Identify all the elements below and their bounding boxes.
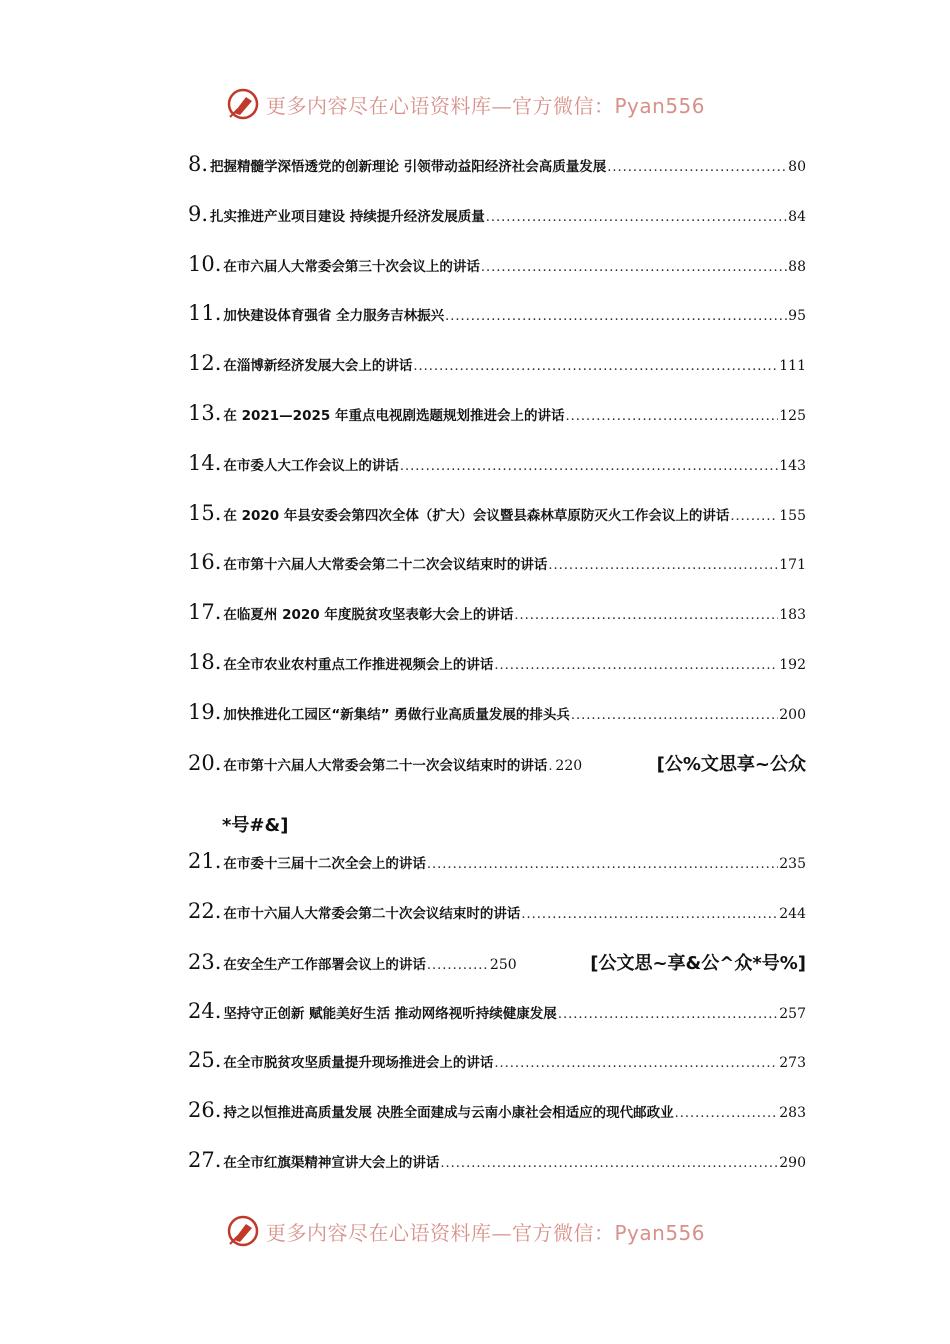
toc-entry-title: 持之以恒推进高质量发展 决胜全面建成与云南小康社会相适应的现代邮政业 (223, 1105, 674, 1122)
toc-entry[interactable] (188, 252, 806, 302)
toc-entry[interactable] (188, 750, 806, 800)
toc-entry-page: 125 (779, 407, 806, 424)
toc-entry-number: 22. (188, 898, 222, 923)
dot-leader (730, 509, 778, 524)
toc-entry-title: 在市委十三届十二次全会上的讲话 (223, 856, 426, 873)
banner-text: 更多内容尽在心语资料库—官方微信：Pyan556 (266, 1220, 706, 1245)
toc-entry-title: 在市第十六届人大常委会第二十二次会议结束时的讲话 (223, 557, 548, 574)
dot-leader (558, 1007, 778, 1022)
dot-leader (548, 759, 552, 774)
toc-entry-page: 111 (779, 358, 806, 375)
watermark-continuation: *号#&] (222, 815, 289, 837)
toc-entry-title: 扎实推进产业项目建设 持续提升经济发展质量 (210, 208, 485, 225)
toc-entry-title: 在市六届人大常委会第三十次会议上的讲话 (223, 258, 480, 275)
toc-entry[interactable] (188, 550, 806, 600)
toc-entry-page: 244 (779, 905, 806, 922)
toc-entry[interactable] (188, 700, 806, 750)
toc-entry[interactable] (188, 1098, 806, 1148)
dot-leader (675, 1106, 779, 1121)
toc-entry-title: 在临夏州 2020 年度脱贫攻坚表彰大会上的讲话 (223, 607, 514, 624)
toc-entry-title: 在市第十六届人大常委会第二十一次会议结束时的讲话 (223, 757, 548, 774)
toc-entry-page: 143 (779, 457, 806, 474)
dot-leader (427, 958, 487, 973)
toc-entry-page: 84 (788, 208, 806, 225)
dot-leader (486, 210, 787, 225)
watermark-text: [公文思~享&公^众*号%] (590, 952, 806, 974)
toc-entry-title: 加快建设体育强省 全力服务吉林振兴 (223, 308, 445, 325)
dot-leader (440, 1156, 778, 1171)
toc-entry-page: 220 (555, 757, 583, 774)
dot-leader (413, 359, 778, 374)
toc-entry-title: 坚持守正创新 赋能美好生活 推动网络视听持续健康发展 (223, 1005, 557, 1022)
dot-leader (427, 857, 778, 872)
toc-entry-title: 在市十六届人大常委会第二十次会议结束时的讲话 (223, 905, 521, 922)
dot-leader (514, 608, 778, 623)
toc-entry[interactable] (188, 501, 806, 551)
dot-leader (571, 708, 778, 723)
toc-entry-number: 16. (188, 550, 222, 575)
toc-entry-number: 26. (188, 1098, 222, 1123)
toc-entry-number: 27. (188, 1147, 222, 1172)
toc-entry-title: 在 2020 年县安委会第四次全体（扩大）会议暨县森林草原防灭火工作会议上的讲话 (223, 507, 730, 524)
toc-entry-page: 235 (779, 856, 806, 873)
toc-entry[interactable] (188, 650, 806, 700)
toc-entry[interactable] (188, 351, 806, 401)
toc-entry-number: 20. (188, 750, 222, 775)
dot-leader (400, 459, 778, 474)
toc-entry-page: 171 (779, 557, 806, 574)
watermark-text: [公%文思享~公众 (656, 753, 806, 775)
toc-entry-number: 9. (188, 201, 209, 226)
toc-entry-number: 17. (188, 600, 222, 625)
toc-entry-number: 23. (188, 949, 222, 974)
toc-entry-page: 88 (788, 258, 806, 275)
toc-entry-number: 11. (188, 301, 222, 326)
toc-entry-title: 在全市脱贫攻坚质量提升现场推进会上的讲话 (223, 1055, 494, 1072)
toc-entry-number: 25. (188, 1048, 222, 1073)
footer-banner (226, 1211, 746, 1251)
toc-entry-number: 13. (188, 400, 222, 425)
pen-nib-circle-icon (226, 1214, 260, 1248)
toc-entry-title: 在全市农业农村重点工作推进视频会上的讲话 (223, 656, 494, 673)
toc-entry-page: 95 (788, 308, 806, 325)
toc-entry-page: 155 (779, 507, 806, 524)
dot-leader (481, 260, 787, 275)
toc-entry-number: 18. (188, 649, 222, 674)
table-of-contents (188, 152, 806, 1198)
toc-entry-number: 14. (188, 450, 222, 475)
toc-entry[interactable] (188, 600, 806, 650)
dot-leader (548, 558, 778, 573)
toc-entry[interactable] (188, 202, 806, 252)
toc-entry[interactable] (188, 401, 806, 451)
toc-entry-number: 19. (188, 699, 222, 724)
dot-leader (494, 1056, 778, 1071)
toc-entry-title: 把握精髓学深悟透党的创新理论 引领带动益阳经济社会高质量发展 (210, 159, 607, 175)
toc-entry-number: 15. (188, 500, 222, 525)
toc-entry-number: 8. (188, 152, 209, 176)
toc-entry[interactable] (188, 999, 806, 1049)
toc-entry-title: 在市委人大工作会议上的讲话 (223, 457, 399, 474)
dot-leader (445, 309, 787, 324)
toc-entry-number: 10. (188, 251, 222, 276)
banner-text: 更多内容尽在心语资料库—官方微信：Pyan556 (266, 93, 706, 118)
toc-entry-page: 192 (779, 656, 806, 673)
toc-entry[interactable] (188, 1148, 806, 1198)
toc-entry-page: 290 (779, 1154, 806, 1171)
toc-entry-title: 加快推进化工园区“新集结” 勇做行业高质量发展的排头兵 (223, 706, 570, 723)
dot-leader (494, 658, 778, 673)
toc-entry-title: 在淄博新经济发展大会上的讲话 (223, 358, 413, 375)
toc-entry[interactable] (188, 949, 806, 999)
toc-entry[interactable] (188, 899, 806, 949)
toc-entry-title: 在 2021—2025 年重点电视剧选题规划推进会上的讲话 (223, 407, 565, 424)
toc-entry-page: 273 (779, 1055, 806, 1072)
toc-entry[interactable] (188, 849, 806, 899)
toc-entry[interactable] (188, 301, 806, 351)
toc-entry[interactable] (188, 451, 806, 501)
toc-entry-number: 24. (188, 998, 222, 1023)
toc-entry-page: 200 (779, 706, 806, 723)
toc-entry[interactable] (188, 1048, 806, 1098)
toc-entry-number: 21. (188, 849, 222, 874)
toc-entry-number: 12. (188, 351, 222, 376)
toc-entry-page: 183 (779, 607, 806, 624)
dot-leader (565, 409, 778, 424)
toc-entry-title: 在安全生产工作部署会议上的讲话 (223, 956, 426, 973)
toc-entry-page: 250 (489, 956, 517, 973)
header-banner (226, 84, 746, 124)
dot-leader (607, 160, 787, 175)
dot-leader (521, 907, 778, 922)
toc-entry-title: 在全市红旗渠精神宣讲大会上的讲话 (223, 1154, 440, 1171)
pen-nib-circle-icon (226, 87, 260, 121)
toc-entry-page: 257 (779, 1005, 806, 1022)
toc-entry-page: 80 (788, 159, 806, 175)
toc-entry[interactable] (188, 152, 806, 202)
toc-entry-page: 283 (779, 1105, 806, 1122)
